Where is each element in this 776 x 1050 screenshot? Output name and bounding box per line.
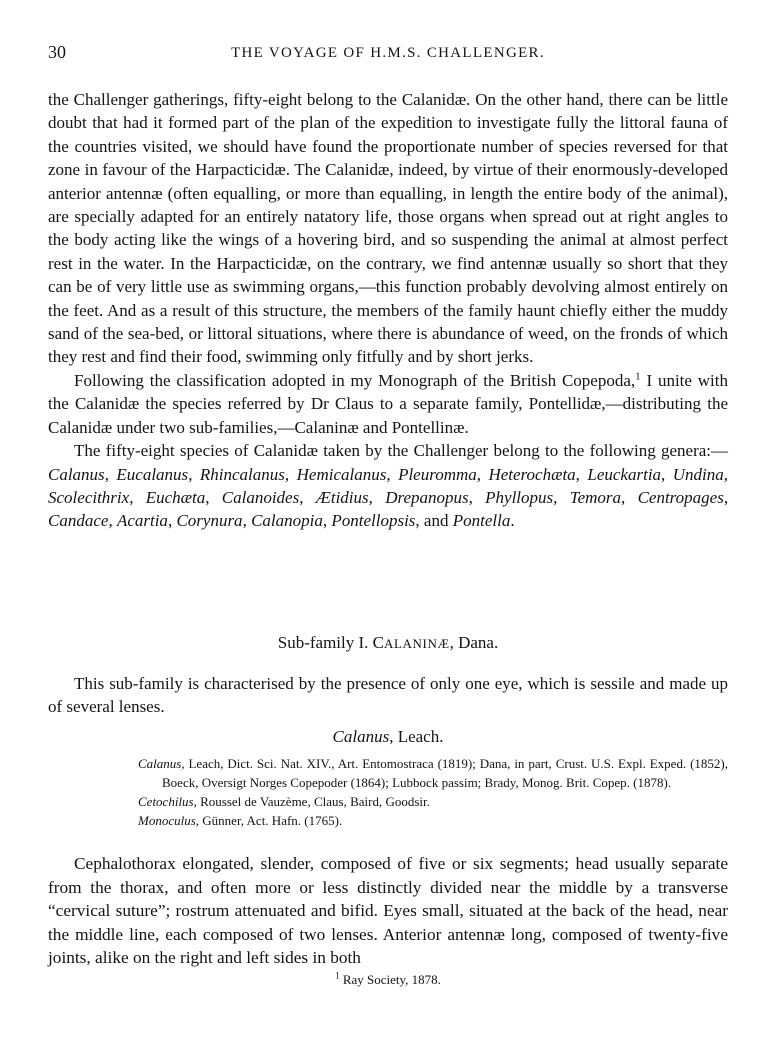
genus-name: Heterochæta — [488, 464, 576, 484]
body-text-subfamily — [48, 672, 728, 719]
page-header — [48, 42, 728, 64]
genera-intro: The fifty-eight species of Calanidæ taken by the Challenger belong to the following genera:— — [74, 441, 728, 461]
page-number: 30 — [48, 42, 66, 62]
subfamily-name-initial: C — [372, 633, 385, 652]
genera-list: Calanus, Eucalanus, Rhincalanus, Hemicalanus, Pleuromma, Heterochæta, Leuckartia, Undina, Scolecithrix, Euchæta, Calanoides, Ætidius, Drepanopus, Phyllopus, Temora, Centropages, Candace, Acartia, Corynura, Calanopia, Pontellopsis, — [48, 464, 729, 531]
paragraph-classification — [48, 369, 728, 439]
genus-name: Leuckartia — [587, 464, 662, 484]
body-text-genus — [48, 852, 728, 970]
subfamily-name-rest: ALANINÆ — [384, 636, 450, 651]
genus-name: Corynura — [176, 511, 243, 531]
footnote-text: Ray Society, 1878. — [339, 972, 441, 987]
synonym-citation: , Günner, Act. Hafn. (1765). — [195, 813, 343, 828]
genus-name: Calanopia — [251, 511, 323, 531]
genus-name: Centropages — [637, 487, 724, 507]
subfamily-prefix: Sub-family I. — [277, 633, 369, 652]
genus-name: Calanus — [48, 464, 105, 484]
paragraph-subfamily-diagnosis: This sub-family is characterised by the presence of only one eye, which is sessile and made up of several lenses. — [48, 674, 728, 717]
paragraph-genus-description: Cephalothorax elongated, slender, composed of five or six segments; head usually separate from the thorax, and often more or less distinctly divided near the middle by a transverse “cervical suture”; rostrum attenuated and bifid. Eyes small, situated at the back of the head, near the middle line, each composed of two lenses. Anterior antennæ long, composed of twenty-five joints, alike on the right and left sides in both — [48, 854, 728, 968]
genus-name: Temora — [569, 487, 622, 507]
footnote-reference: 1 — [635, 370, 641, 383]
genera-conjunction: and — [423, 511, 449, 531]
synonymy-entry — [138, 811, 728, 830]
synonymy-list — [138, 754, 728, 830]
synonym-name: Calanus — [138, 756, 182, 771]
synonymy-entry — [138, 754, 728, 792]
genus-name: Candace — [48, 511, 109, 531]
subfamily-author: , Dana. — [449, 633, 499, 652]
genus-heading — [48, 727, 728, 747]
synonym-citation: , Leach, Dict. Sci. Nat. XIV., Art. Entomostraca (1819); Dana, in part, Crust. U.S. Expl. Exped. (1852), Boeck, Oversigt Norges Copepoder (1864); Lubbock passim; Brady, Monog. Brit. Copep. (1878). — [162, 756, 728, 790]
subfamily-heading — [48, 633, 728, 653]
genus-name: Acartia — [116, 511, 168, 531]
synonymy-entry — [138, 792, 728, 811]
paragraph-calanidae-habits: the Challenger gatherings, fifty-eight belong to the Calanidæ. On the other hand, there can be little doubt that had it formed part of the plan of the expedition to investigate fully the littoral fauna of the countries visited, we should have found the proportionate number of species reversed for that zone in favour of the Harpacticidæ. The Calanidæ, indeed, by virtue of their enormously-developed anterior antennæ (often equalling, or more than equalling, in length the entire body of the animal), are specially adapted for an entirely natatory life, those organs when spread out at right angles to the body acting like the wings of a hovering bird, and so suspending the animal at almost perfect rest in the water. In the Harpacticidæ, on the contrary, we find antennæ usually so short that they can be of very little use as swimming organs,—this function probably devolving almost entirely on the feet. And as a result of this structure, the members of the family haunt chiefly either the muddy sand of the sea-bed, or littoral situations, where there is abundance of weed, on the fronds of which they rest and find their food, swimming only fitfully and by short jerks. — [48, 90, 728, 367]
genus-name: Phyllopus — [485, 487, 554, 507]
classification-text-start: Following the classification adopted in my Monograph of the British Copepoda, — [74, 370, 636, 390]
synonym-name: Monoculus — [138, 813, 196, 828]
genus-name: Scolecithrix — [48, 487, 130, 507]
genus-name: Pontella — [452, 511, 511, 531]
genus-name: Eucalanus — [116, 464, 189, 484]
paragraph-genera — [48, 439, 728, 533]
body-text-upper — [48, 88, 728, 533]
genus-name: Pontellopsis — [331, 511, 416, 531]
genera-end: . — [510, 511, 515, 531]
running-title: THE VOYAGE OF H.M.S. CHALLENGER. — [231, 45, 545, 61]
genus-name: Undina — [672, 464, 724, 484]
genus-name: Rhincalanus — [199, 464, 285, 484]
footnote-mark: 1 — [335, 970, 340, 981]
genus-heading-name: Calanus — [332, 727, 390, 746]
genus-name: Hemicalanus — [296, 464, 387, 484]
genus-name: Calanoides — [221, 487, 300, 507]
synonym-citation: , Roussel de Vauzème, Claus, Baird, Goodsir. — [193, 794, 430, 809]
footnote — [48, 972, 728, 988]
classification-text-end: I unite with the Calanidæ the species referred by Dr Claus to a separate family, Pontellidæ,—distributing the Calanidæ under two sub-families,—Calaninæ and Pontellinæ. — [48, 370, 728, 437]
synonym-name: Cetochilus — [138, 794, 194, 809]
genus-name: Euchæta — [145, 487, 206, 507]
genus-name: Pleuromma — [398, 464, 477, 484]
genus-name: Ætidius — [315, 487, 369, 507]
genus-heading-author: , Leach. — [389, 727, 444, 746]
genus-name: Drepanopus — [385, 487, 469, 507]
